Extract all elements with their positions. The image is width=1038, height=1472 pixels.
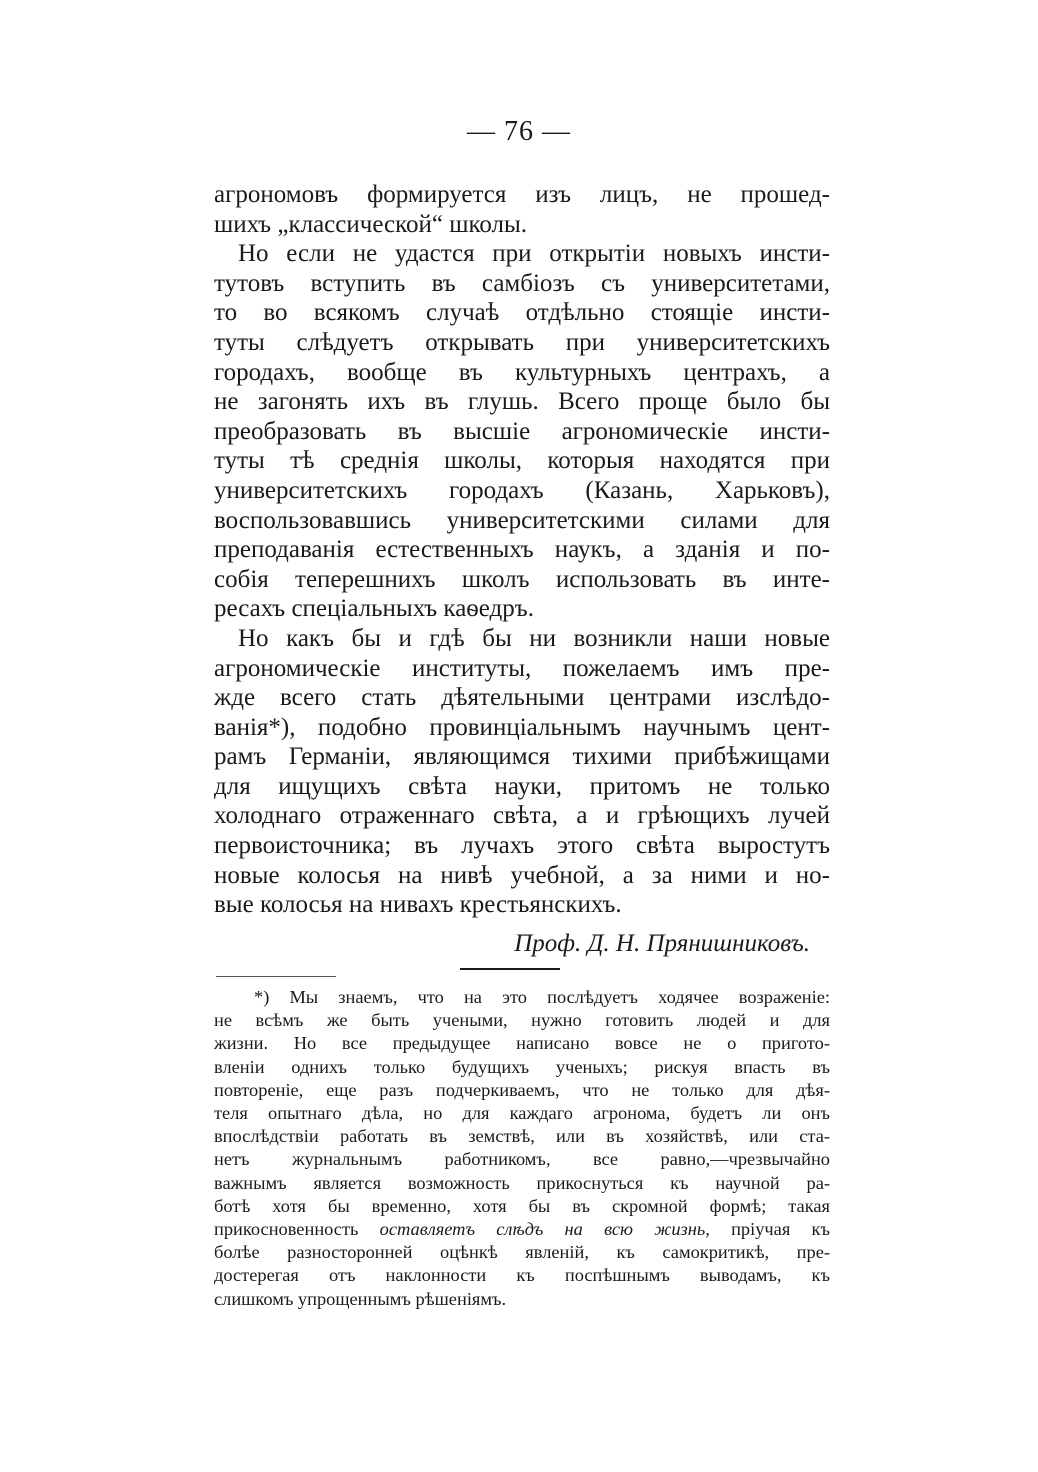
- footnote-line: *) Мы знаемъ, что на это послѣдуетъ ходячее возраженіе:: [254, 987, 830, 1007]
- footnote-line: теля опытнаго дѣла, но для каждаго агронома, будетъ ли онъ: [214, 1103, 830, 1124]
- text-line: университетскихъ городахъ (Казань, Харьковъ),: [214, 476, 830, 504]
- text-line: жде всего стать дѣятельными центрами изслѣдо-: [214, 684, 830, 712]
- footnote-line: болѣе разносторонней оцѣнкѣ явленій, къ самокритикѣ, пре-: [214, 1242, 830, 1263]
- text-line: первоисточника; въ лучахъ этого свѣта выростутъ: [214, 832, 830, 860]
- text-line: преобразовать въ высшіе агрономическіе инсти-: [214, 417, 830, 445]
- footnote-text: пріучая къ: [731, 1219, 830, 1240]
- text-line: воспользовавшись университетскими силами для: [214, 506, 830, 534]
- text-line: шихъ „классической“ школы.: [214, 210, 528, 238]
- text-line: ванія*), подобно провинціальнымъ научнымъ цент-: [214, 713, 830, 741]
- text-line: новые колосья на нивѣ учебной, а за ними и но-: [214, 861, 830, 889]
- paragraph-2: [214, 239, 830, 624]
- footnote-line: повтореніе, еще разъ подчеркиваемъ, что не только для дѣя-: [214, 1079, 830, 1100]
- footnote-line: достерегая отъ наклонности къ поспѣшнымъ выводамъ, къ: [214, 1265, 830, 1286]
- text-line: собія теперешнихъ школъ использовать въ инте-: [214, 565, 830, 593]
- footnote-line: не всѣмъ же быть учеными, нужно готовить людей и для: [214, 1010, 830, 1031]
- text-line: вые колосья на нивахъ крестьянскихъ.: [214, 891, 622, 919]
- text-line: то во всякомъ случаѣ отдѣльно стоящіе инсти-: [214, 299, 830, 327]
- text-line: Но если не удастся при открытіи новыхъ инсти-: [238, 240, 830, 268]
- text-line: преподаванія естественныхъ наукъ, а зданія и по-: [214, 536, 830, 564]
- text-line: тутовъ вступить въ самбіозъ съ университетами,: [214, 269, 830, 297]
- footnote-line: вленіи однихъ только будущихъ ученыхъ; рискуя впасть въ: [214, 1056, 830, 1077]
- paragraph-3: [214, 624, 830, 920]
- text-line: ресахъ спеціальныхъ каѳедръ.: [214, 595, 534, 623]
- signature-rule: [460, 968, 560, 970]
- text-line: агрономическіе институты, пожелаемъ имъ пре-: [214, 654, 830, 682]
- text-line: Но какъ бы и гдѣ бы ни возникли наши новые: [238, 624, 830, 652]
- signature: Проф. Д. Н. Прянишниковъ.: [514, 930, 810, 957]
- footnote-text: прикосновенность: [214, 1219, 359, 1240]
- footnote-line: важнымъ является возможность прикоснуться къ научной ра-: [214, 1172, 830, 1193]
- text-line: агрономовъ формируется изъ лицъ, не прошед-: [214, 181, 830, 208]
- text-line: городахъ, вообще въ культурныхъ центрахъ, а: [214, 358, 830, 386]
- footnote-emphasis: оставляетъ слѣдъ на всю жизнь,: [379, 1219, 710, 1240]
- page-number: — 76 —: [467, 116, 571, 147]
- footnote: [214, 986, 830, 1311]
- text-line: холоднаго отраженнаго свѣта, а и грѣющихъ лучей: [214, 802, 830, 830]
- main-text: [214, 180, 830, 920]
- paragraph-1: [214, 180, 830, 239]
- text-line: туты тѣ среднія школы, которыя находятся при: [214, 447, 830, 475]
- text-line: рамъ Германіи, являющимся тихими прибѣжищами: [214, 743, 830, 771]
- footnote-separator: [216, 976, 336, 977]
- footnote-line-mixed: [214, 1218, 830, 1241]
- text-line: не загонять ихъ въ глушь. Всего проще было бы: [214, 388, 830, 416]
- text-line: туты слѣдуетъ открывать при университетскихъ: [214, 328, 830, 356]
- text-line: для ищущихъ свѣта науки, притомъ не только: [214, 772, 830, 800]
- footnote-line: слишкомъ упрощеннымъ рѣшеніямъ.: [214, 1288, 507, 1309]
- footnote-line: нетъ журнальнымъ работникомъ, все равно,—чрезвычайно: [214, 1149, 830, 1170]
- footnote-line: жизни. Но все предыдущее написано вовсе не о пригото-: [214, 1033, 830, 1054]
- footnote-line: впослѣдствіи работать въ земствѣ, или въ хозяйствѣ, или ста-: [214, 1126, 830, 1147]
- footnote-line: ботѣ хотя бы временно, хотя бы въ скромной формѣ; такая: [214, 1195, 830, 1216]
